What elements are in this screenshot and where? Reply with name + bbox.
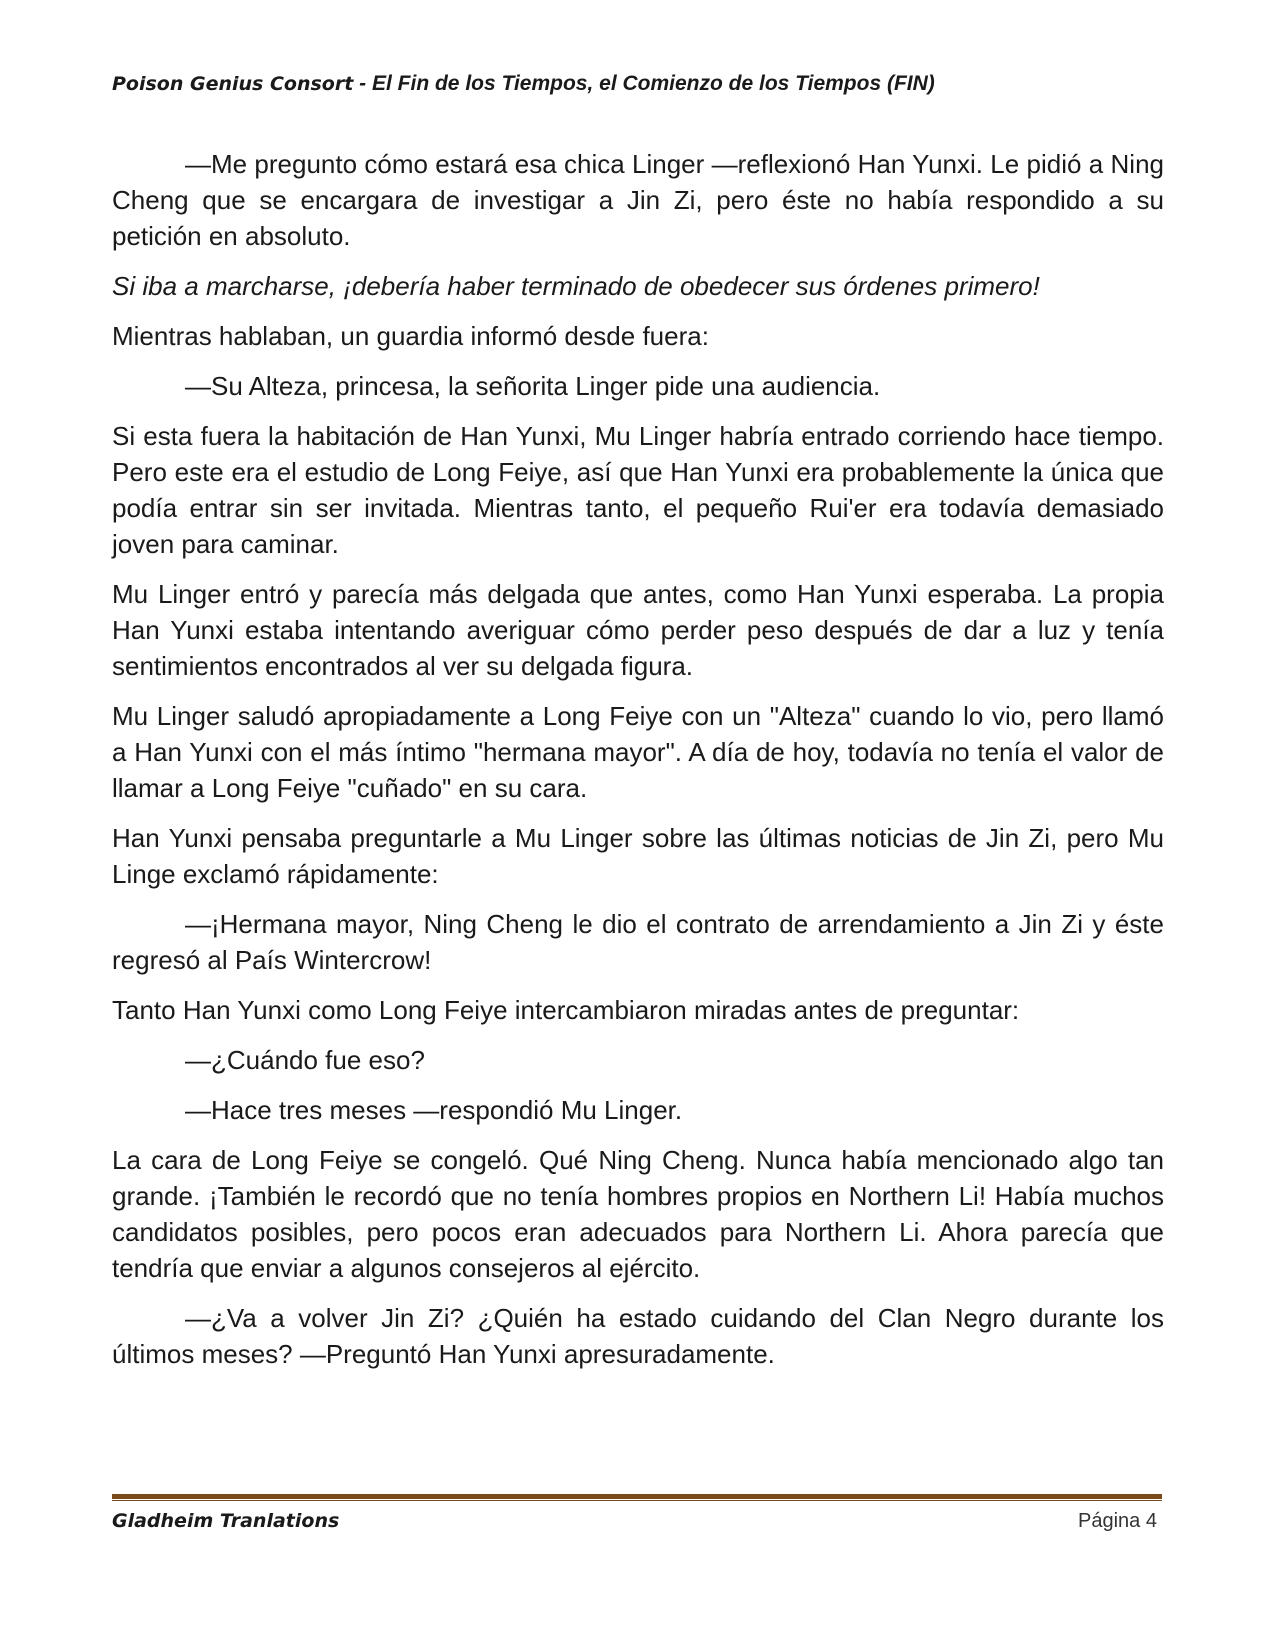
paragraph: —¿Va a volver Jin Zi? ¿Quién ha estado cuidando del Clan Negro durante los últimos meses? —Preguntó Han Yunxi apresuradamente.	[112, 1303, 1164, 1369]
paragraph: Si iba a marcharse, ¡debería haber terminado de obedecer sus órdenes primero!	[112, 271, 1040, 301]
paragraph: Mu Linger saludó apropiadamente a Long Feiye con un "Alteza" cuando lo vio, pero llamó a Han Yunxi con el más íntimo "hermana mayor". A día de hoy, todavía no tenía el valor de llamar a Long Feiye "cuñado" en su cara.	[112, 701, 1164, 803]
book-title: Poison Genius Consort	[112, 73, 354, 95]
header-separator: -	[353, 72, 372, 95]
footer-rule	[112, 1494, 1162, 1502]
paragraph: La cara de Long Feiye se congeló. Qué Ning Cheng. Nunca había mencionado algo tan grande. ¡También le recordó que no tenía hombres propios en Northern Li! Había muchos candidatos posibles, pero pocos eran adecuados para Northern Li. Ahora parecía que tendría que enviar a algunos consejeros al ejército.	[112, 1145, 1164, 1283]
chapter-title: El Fin de los Tiempos, el Comienzo de los Tiempos (FIN)	[371, 72, 935, 95]
footer-rule-thick	[112, 1494, 1162, 1499]
paragraph: Tanto Han Yunxi como Long Feiye intercambiaron miradas antes de preguntar:	[112, 995, 1020, 1025]
page-number: Página 4	[1078, 1510, 1157, 1532]
paragraph: Han Yunxi pensaba preguntarle a Mu Linger sobre las últimas noticias de Jin Zi, pero Mu Linge exclamó rápidamente:	[112, 823, 1164, 889]
paragraph: Mientras hablaban, un guardia informó desde fuera:	[112, 321, 709, 351]
paragraph: —¿Cuándo fue eso?	[185, 1045, 425, 1075]
paragraph: Si esta fuera la habitación de Han Yunxi, Mu Linger habría entrado corriendo hace tiempo. Pero este era el estudio de Long Feiye, así que Han Yunxi era probablemente la única que podía entrar sin ser invitada. Mientras tanto, el pequeño Rui'er era todavía demasiado joven para caminar.	[112, 421, 1164, 559]
paragraph: Mu Linger entró y parecía más delgada que antes, como Han Yunxi esperaba. La propia Han Yunxi estaba intentando averiguar cómo perder peso después de dar a luz y tenía sentimientos encontrados al ver su delgada figura.	[112, 579, 1164, 681]
body-text	[112, 146, 1164, 1386]
paragraph: —Me pregunto cómo estará esa chica Linger —reflexionó Han Yunxi. Le pidió a Ning Cheng que se encargara de investigar a Jin Zi, pero éste no había respondido a su petición en absoluto.	[112, 149, 1164, 251]
paragraph: —¡Hermana mayor, Ning Cheng le dio el contrato de arrendamiento a Jin Zi y éste regresó al País Wintercrow!	[112, 909, 1164, 975]
paragraph: —Su Alteza, princesa, la señorita Linger pide una audiencia.	[185, 371, 881, 401]
footer-rule-thin	[112, 1500, 1162, 1501]
page-header	[112, 72, 1172, 96]
publisher-name: Gladheim Tranlations	[112, 1510, 340, 1532]
paragraph: —Hace tres meses —respondió Mu Linger.	[185, 1095, 683, 1125]
